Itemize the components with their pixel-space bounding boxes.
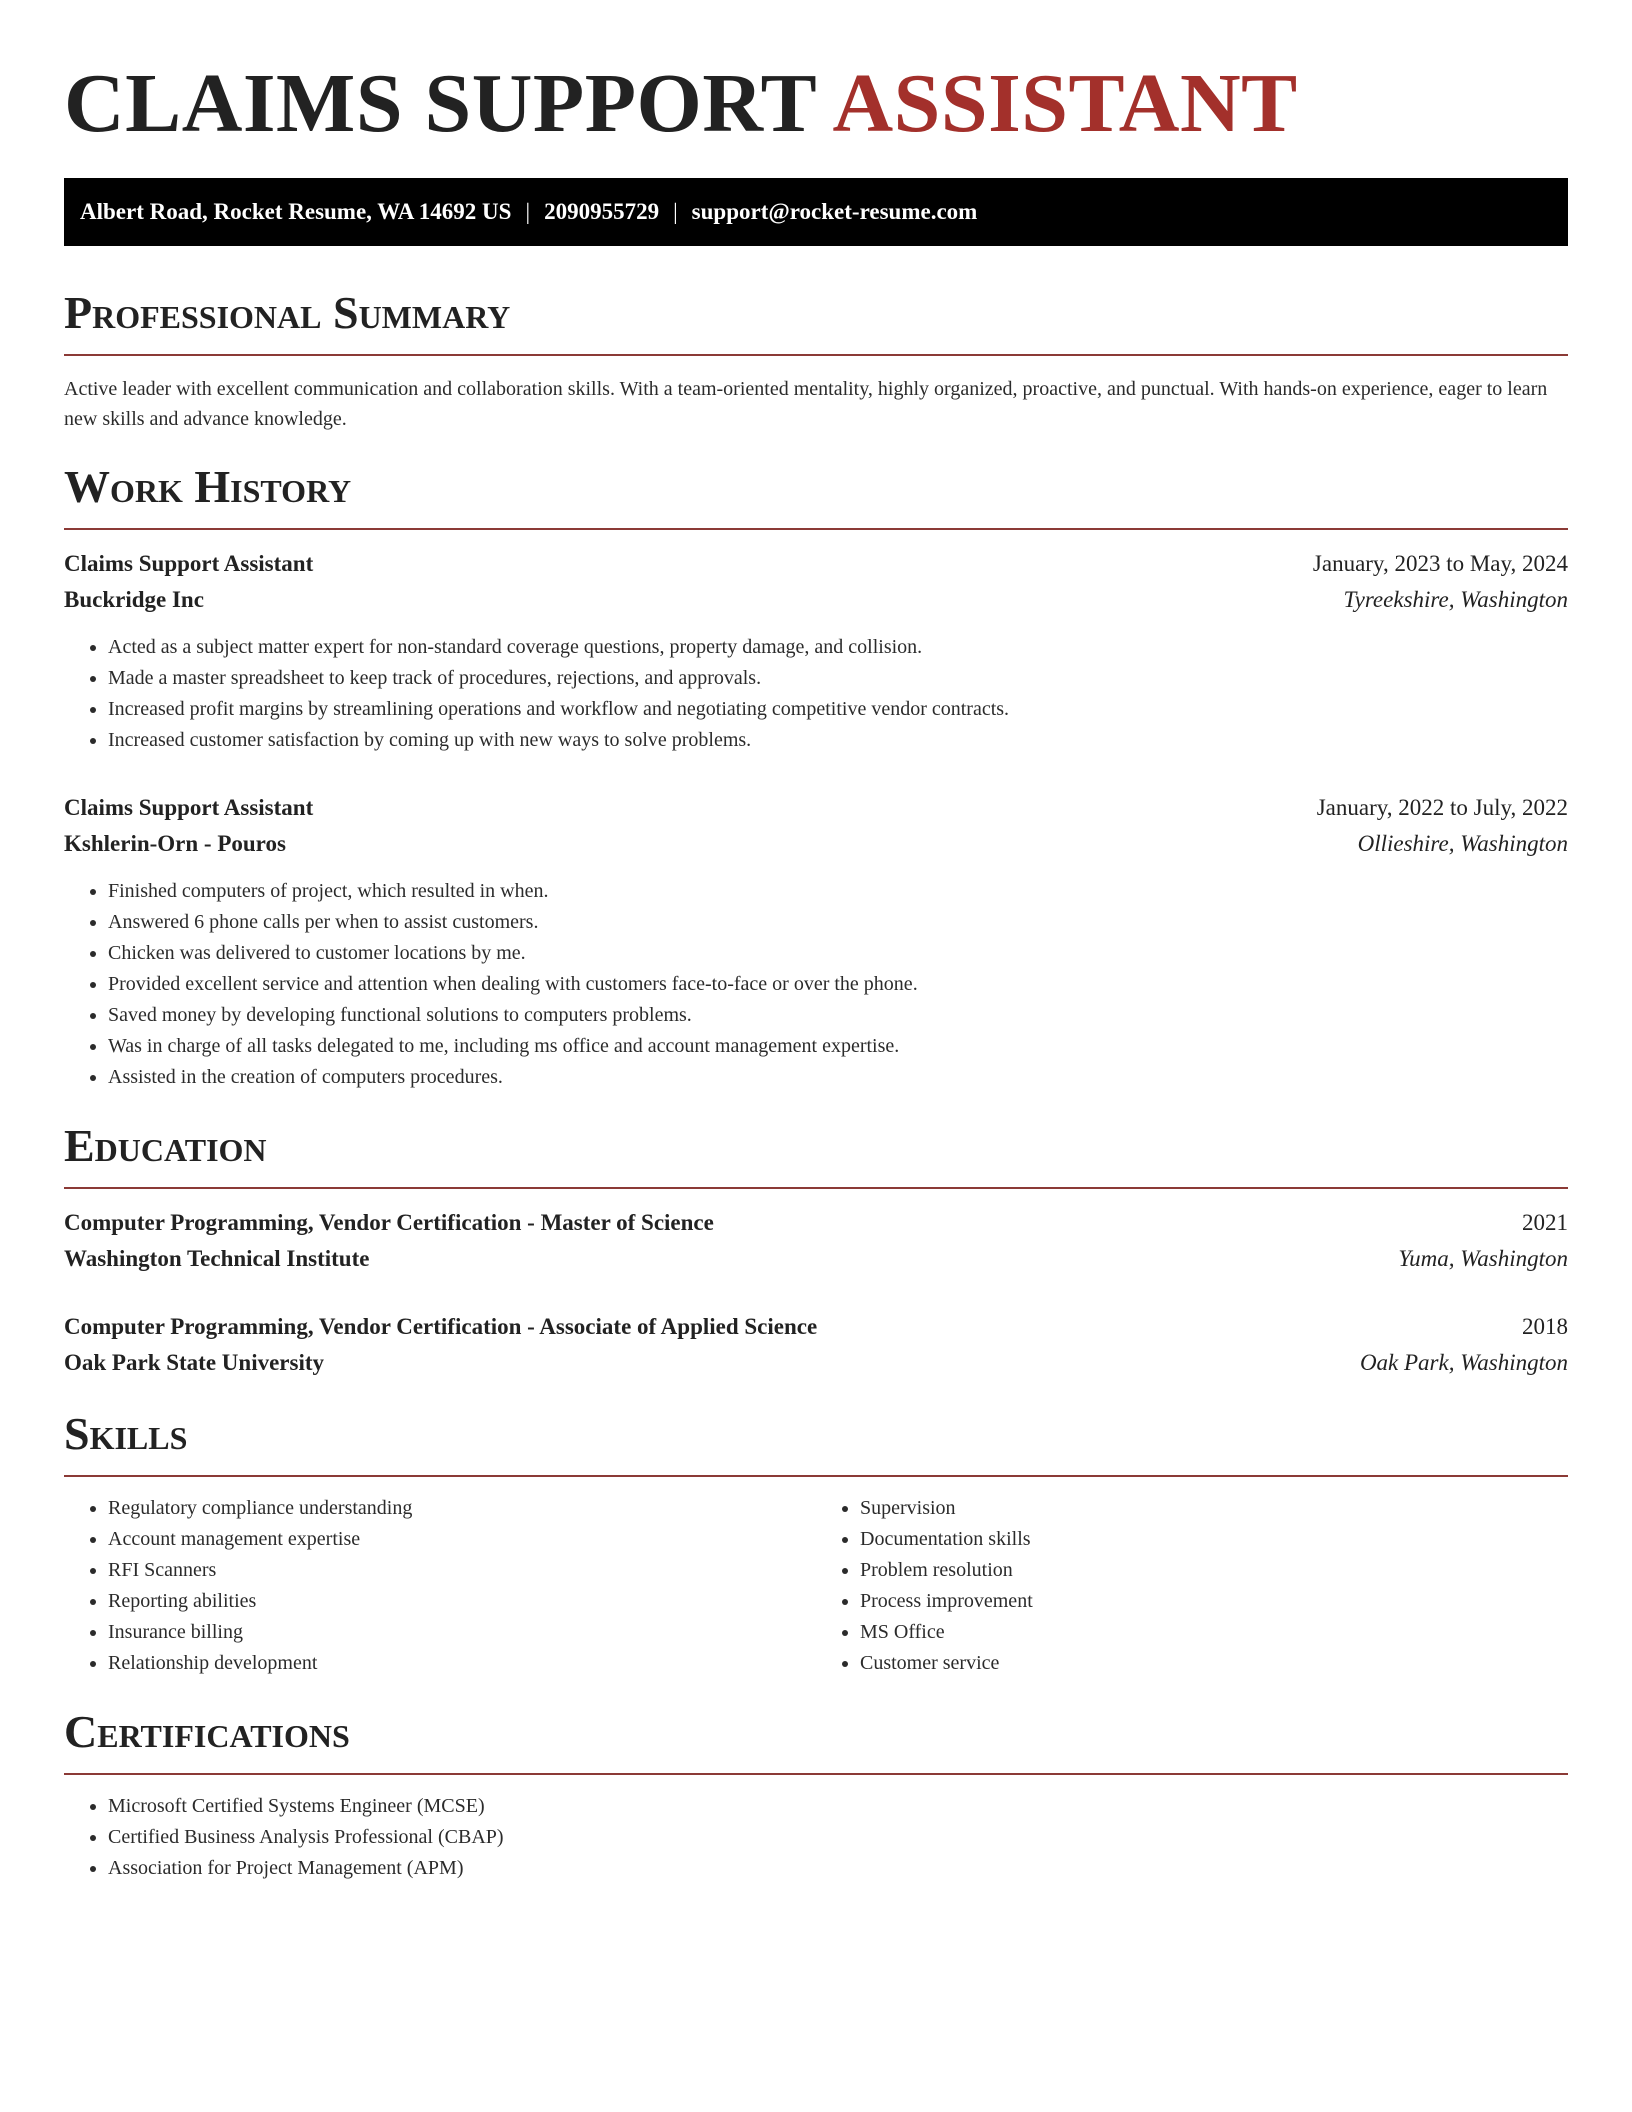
education-year: 2021 — [1522, 1210, 1568, 1235]
skills-list-right — [816, 1493, 1568, 1679]
job-role: Claims Support Assistant — [64, 551, 314, 576]
education-header — [64, 1309, 1568, 1345]
list-item: • Provided excellent service and attention when dealing with customers face-to-face or over the phone. — [108, 969, 1568, 1000]
list-item: • Made a master spreadsheet to keep track of procedures, rejections, and approvals. — [108, 663, 1568, 694]
job-company: Buckridge Inc — [64, 587, 204, 612]
section-title: Certifications — [64, 1706, 350, 1757]
contact-bar — [64, 178, 1568, 246]
list-item: • Relationship development — [108, 1648, 816, 1679]
contact-phone: 2090955729 — [544, 199, 660, 224]
job-location: Ollieshire, Washington — [1357, 831, 1568, 856]
list-item: • Association for Project Management (APM) — [108, 1853, 1568, 1884]
education-year: 2018 — [1522, 1314, 1568, 1339]
education-entry — [64, 1309, 1568, 1381]
job-header — [64, 546, 1568, 582]
job-dates: January, 2022 to July, 2022 — [1316, 795, 1568, 820]
section-title: Education — [64, 1120, 267, 1171]
job-entry — [64, 546, 1568, 756]
education-degree: Computer Programming, Vendor Certification - Associate of Applied Science — [64, 1314, 818, 1339]
education-entry — [64, 1205, 1568, 1277]
section-divider — [64, 1773, 1568, 1775]
list-item: • Assisted in the creation of computers procedures. — [108, 1062, 1568, 1093]
education-subheader — [64, 1241, 1568, 1277]
section-divider — [64, 354, 1568, 356]
skills-list-left — [64, 1493, 816, 1679]
list-item: • Reporting abilities — [108, 1586, 816, 1617]
section-title: Skills — [64, 1408, 188, 1459]
certifications-list — [64, 1791, 1568, 1884]
job-company: Kshlerin-Orn - Pouros — [64, 831, 286, 856]
list-item: • Answered 6 phone calls per when to assist customers. — [108, 907, 1568, 938]
section-title: Work History — [64, 461, 352, 512]
education-header — [64, 1205, 1568, 1241]
education-school: Oak Park State University — [64, 1350, 325, 1375]
section-divider — [64, 1475, 1568, 1477]
job-entry — [64, 790, 1568, 1093]
contact-address: Albert Road, Rocket Resume, WA 14692 US — [80, 199, 512, 224]
education-school: Washington Technical Institute — [64, 1246, 370, 1271]
list-item: • Regulatory compliance understanding — [108, 1493, 816, 1524]
summary-text: Active leader with excellent communication and collaboration skills. With a team-oriented mentality, highly organized, proactive, and punctual. With hands-on experience, eager to learn new skills and advance knowledge. — [64, 378, 1548, 430]
title-job-role: CLAIMS SUPPORT — [64, 57, 816, 150]
contact-separator: | — [673, 199, 678, 224]
list-item: • Increased profit margins by streamlining operations and workflow and negotiating competitive vendor contracts. — [108, 694, 1568, 725]
list-item: • Was in charge of all tasks delegated to me, including ms office and account management expertise. — [108, 1031, 1568, 1062]
job-role: Claims Support Assistant — [64, 795, 314, 820]
list-item: • Problem resolution — [860, 1555, 1568, 1586]
contact-email: support@rocket-resume.com — [691, 199, 978, 224]
job-subheader — [64, 826, 1568, 862]
skills-grid — [64, 1493, 1568, 1679]
section-title: Professional Summary — [64, 287, 511, 338]
list-item: • MS Office — [860, 1617, 1568, 1648]
list-item: • Process improvement — [860, 1586, 1568, 1617]
section-divider — [64, 528, 1568, 530]
title-job-level: ASSISTANT — [832, 57, 1298, 150]
job-header — [64, 790, 1568, 826]
job-bullets — [64, 632, 1568, 756]
section-divider — [64, 1187, 1568, 1189]
summary-section — [64, 286, 1568, 434]
job-subheader — [64, 582, 1568, 618]
work-history-section — [64, 460, 1568, 1093]
list-item: • Chicken was delivered to customer locations by me. — [108, 938, 1568, 969]
list-item: • Microsoft Certified Systems Engineer (MCSE) — [108, 1791, 1568, 1822]
certifications-section — [64, 1705, 1568, 1884]
list-item: • Saved money by developing functional solutions to computers problems. — [108, 1000, 1568, 1031]
job-location: Tyreekshire, Washington — [1343, 587, 1568, 612]
list-item: • Finished computers of project, which resulted in when. — [108, 876, 1568, 907]
list-item: • RFI Scanners — [108, 1555, 816, 1586]
list-item: • Customer service — [860, 1648, 1568, 1679]
education-degree: Computer Programming, Vendor Certification - Master of Science — [64, 1210, 714, 1235]
list-item: • Documentation skills — [860, 1524, 1568, 1555]
skills-section — [64, 1407, 1568, 1679]
list-item: • Account management expertise — [108, 1524, 816, 1555]
job-dates: January, 2023 to May, 2024 — [1312, 551, 1568, 576]
contact-separator: | — [525, 199, 531, 224]
education-location: Oak Park, Washington — [1359, 1350, 1568, 1375]
list-item: • Acted as a subject matter expert for non-standard coverage questions, property damage, and collision. — [108, 632, 1568, 663]
list-item: • Certified Business Analysis Professional (CBAP) — [108, 1822, 1568, 1853]
list-item: • Insurance billing — [108, 1617, 816, 1648]
job-bullets — [64, 876, 1568, 1093]
list-item: • Increased customer satisfaction by coming up with new ways to solve problems. — [108, 725, 1568, 756]
resume-title — [64, 0, 1568, 152]
education-subheader — [64, 1345, 1568, 1381]
list-item: • Supervision — [860, 1493, 1568, 1524]
education-location: Yuma, Washington — [1398, 1246, 1568, 1271]
education-section — [64, 1119, 1568, 1381]
